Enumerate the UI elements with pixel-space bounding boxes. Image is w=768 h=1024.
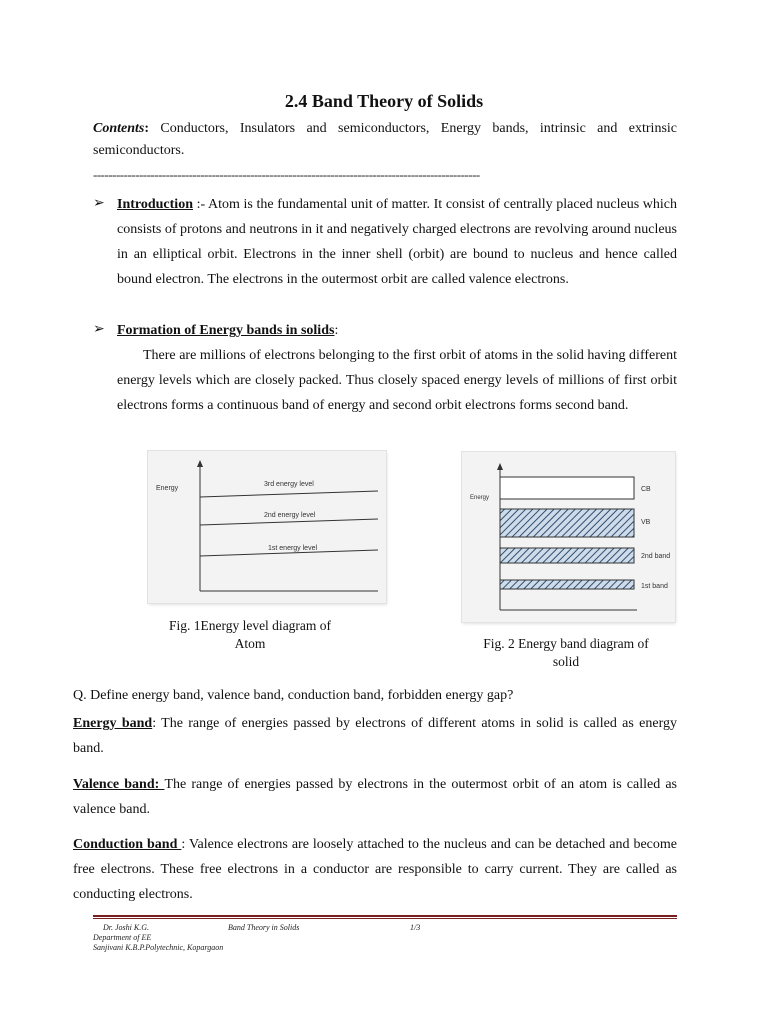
fig2-band-1st: 1st band — [641, 583, 668, 590]
valence-band-text: The range of energies passed by electrons in the outermost orbit of an atom is called as valence band. — [73, 777, 678, 817]
footer-department: Department of EE — [93, 933, 152, 942]
footer-topic: Band Theory in Solids — [228, 923, 300, 932]
footer-author: Dr. Joshi K.G. — [103, 923, 150, 932]
conduction-band-term: Conduction band — [73, 837, 182, 852]
figure2-caption-line2: solid — [552, 654, 580, 669]
fig2-band-2nd: 2nd band — [641, 553, 671, 560]
figure-energy-bands — [462, 452, 675, 622]
figure2-caption-line1: Fig. 2 Energy band diagram of — [483, 636, 649, 651]
intro-paragraph — [117, 192, 677, 292]
intro-text: :- Atom is the fundamental unit of matter. It consist of centrally placed nucleus which consists of protons and neutrons in it and negatively charged electrons are revolving around nucleus in an elliptical orbit. Electrons in the inner shell (orbit) are bound to nucleus and hence called bound electron. The electrons in the outermost orbit are called valence electrons. — [117, 197, 677, 287]
fig2-band-cb: CB — [641, 486, 651, 493]
definition-conduction-band — [73, 832, 677, 907]
separator-line: ----------------------------------------------------------------------------------------------------- — [93, 167, 480, 182]
question-text: Q. Define energy band, valence band, conduction band, forbidden energy gap? — [73, 688, 514, 703]
contents-text: Conductors, Insulators and semiconductors, Energy bands, intrinsic and extrinsic semiconductors. — [93, 121, 677, 158]
formation-colon: : — [334, 323, 339, 338]
footer-rule-thick — [93, 915, 677, 917]
valence-band-term: Valence band: — [73, 777, 165, 792]
fig2-band-vb: VB — [641, 519, 651, 526]
figure-energy-levels — [148, 451, 386, 603]
figure2-caption — [462, 635, 670, 671]
fig1-axis-label: Energy — [156, 485, 179, 492]
footer-institute: Sanjivani K.B.P.Polytechnic, Kopargaon — [93, 943, 224, 952]
intro-heading: Introduction — [117, 197, 193, 212]
definition-valence-band — [73, 772, 677, 822]
footer-page-number: 1/3 — [410, 923, 421, 932]
contents-colon: : — [144, 121, 150, 136]
contents-paragraph — [93, 118, 677, 162]
footer-rule-thin — [93, 918, 677, 919]
contents-label: Contents — [93, 121, 145, 136]
figure1-caption-line2: Atom — [234, 636, 266, 651]
intro-bullet-icon: ➢ — [93, 196, 105, 211]
page-title: 2.4 Band Theory of Solids — [284, 91, 484, 111]
formation-heading: Formation of Energy bands in solids — [117, 323, 335, 338]
energy-band-text: : The range of energies passed by electrons of different atoms in solid is called as energy band. — [73, 716, 677, 756]
fig1-level-3: 3rd energy level — [264, 481, 314, 488]
energy-band-term: Energy band — [73, 716, 153, 731]
figure1-caption-line1: Fig. 1Energy level diagram of — [168, 618, 332, 633]
fig1-level-2: 2nd energy level — [264, 512, 316, 519]
formation-heading-line — [117, 318, 677, 343]
formation-paragraph: There are millions of electrons belonging to the first orbit of atoms in the solid having different energy levels which are closely packed. Thus closely spaced energy levels of millions of first orbit electrons forms a continuous band of energy and second orbit electrons forms second band. — [117, 348, 677, 413]
definition-energy-band — [73, 711, 677, 761]
fig1-level-1: 1st energy level — [268, 545, 318, 552]
formation-bullet-icon: ➢ — [93, 322, 105, 337]
figure1-caption — [150, 617, 350, 653]
fig2-axis-label: Energy — [470, 495, 490, 501]
conduction-band-text: : Valence electrons are loosely attached to the nucleus and can be detached and become free electrons. These free electrons in a conductor are responsible to carry current. They are called as conducting electrons. — [73, 837, 677, 902]
